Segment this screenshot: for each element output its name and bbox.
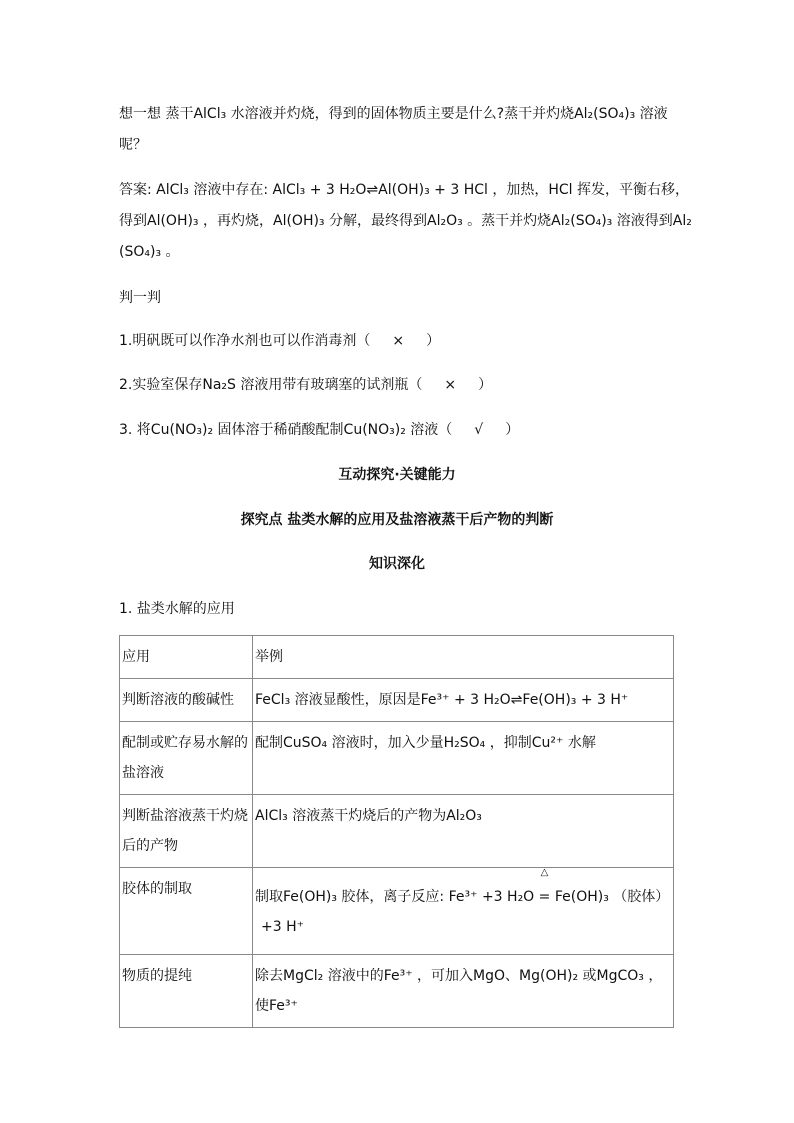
think-question-line2: 呢？ xyxy=(119,137,147,153)
table-cell-application: 判断盐溶液蒸干灼烧后的产物 xyxy=(120,795,253,868)
judge-mark: × xyxy=(444,377,457,393)
table-cell-example: FeCl₃ 溶液显酸性，原因是Fe³⁺ + 3 H₂O⇌Fe(OH)₃ + 3 H⁺ xyxy=(253,679,674,722)
table-cell-application: 判断溶液的酸碱性 xyxy=(120,679,253,722)
judge-item-3 xyxy=(119,419,519,439)
answer-line2: 得到Al(OH)₃ ，再灼烧，Al(OH)₃ 分解，最终得到Al₂O₃ 。蒸干并灼烧Al₂(SO₄)₃ 溶液得到Al₂ xyxy=(119,213,692,229)
table-row xyxy=(120,795,674,868)
think-question-text: 蒸干AlCl₃ 水溶液并灼烧，得到的固体物质主要是什么?蒸干并灼烧Al₂(SO₄)₃ 溶液 xyxy=(161,106,668,122)
subheading: 1. 盐类水解的应用 xyxy=(119,601,235,617)
think-question-line1 xyxy=(119,103,668,123)
table-row xyxy=(120,722,674,795)
table-cell-application: 配制或贮存易水解的盐溶液 xyxy=(120,722,253,795)
table-header-cell: 举例 xyxy=(253,636,674,679)
table-row xyxy=(120,679,674,722)
judge-item-2 xyxy=(119,374,492,394)
colloid-equation-right: Fe(OH)₃ （胶体） xyxy=(550,889,670,905)
table-cell-example: 配制CuSO₄ 溶液时，加入少量H₂SO₄ ，抑制Cu²⁺ 水解 xyxy=(253,722,674,795)
table-cell-example: AlCl₃ 溶液蒸干灼烧后的产物为Al₂O₃ xyxy=(253,795,674,868)
answer-line3: (SO₄)₃ 。 xyxy=(119,244,180,260)
judge-heading: 判一判 xyxy=(119,290,161,306)
equals-sign: = xyxy=(538,889,551,905)
table-header-cell: 应用 xyxy=(120,636,253,679)
table-cell-example: 除去MgCl₂ 溶液中的Fe³⁺ ，可加入MgO、Mg(OH)₂ 或MgCO₃ ，使Fe³⁺ xyxy=(253,955,674,1028)
judge-close: ） xyxy=(426,333,441,349)
deepen-title: 知识深化 xyxy=(369,556,425,572)
section-title: 互动探究·关键能力 xyxy=(338,467,456,483)
table-row xyxy=(120,868,674,955)
table-cell-example xyxy=(253,868,674,955)
judge-item-1 xyxy=(119,330,440,350)
answer-line1 xyxy=(119,179,689,199)
judge-mark: √ xyxy=(474,422,484,438)
heating-equals-sign xyxy=(538,867,551,912)
judge-item-text: 3. 将Cu(NO₃)₂ 固体溶于稀硝酸配制Cu(NO₃)₂ 溶液（ xyxy=(119,422,453,438)
judge-close: ） xyxy=(478,377,493,393)
table-cell-application: 胶体的制取 xyxy=(120,868,253,955)
table-row xyxy=(120,955,674,1028)
judge-item-text: 2.实验室保存Na₂S 溶液用带有玻璃塞的试剂瓶（ xyxy=(119,377,423,393)
judge-item-text: 1.明矾既可以作净水剂也可以作消毒剂（ xyxy=(119,333,371,349)
colloid-equation-left: 制取Fe(OH)₃ 胶体，离子反应: Fe³⁺ +3 H₂O xyxy=(255,889,539,905)
answer-text-1: AlCl₃ 溶液中存在: AlCl₃ + 3 H₂O⇌Al(OH)₃ + 3 HCl ，加热，HCl 挥发，平衡右移， xyxy=(151,182,689,198)
think-label: 想一想 xyxy=(119,106,161,122)
heat-delta-icon: △ xyxy=(540,867,549,878)
applications-table xyxy=(119,635,674,1028)
explore-title: 探究点 盐类水解的应用及盐溶液蒸干后产物的判断 xyxy=(240,512,554,528)
judge-mark: × xyxy=(392,333,405,349)
table-header-row xyxy=(120,636,674,679)
judge-close: ） xyxy=(505,422,520,438)
colloid-equation xyxy=(255,867,671,912)
colloid-equation-tail: +3 H⁺ xyxy=(261,919,305,935)
table-cell-application: 物质的提纯 xyxy=(120,955,253,1028)
answer-label: 答案: xyxy=(119,182,152,198)
